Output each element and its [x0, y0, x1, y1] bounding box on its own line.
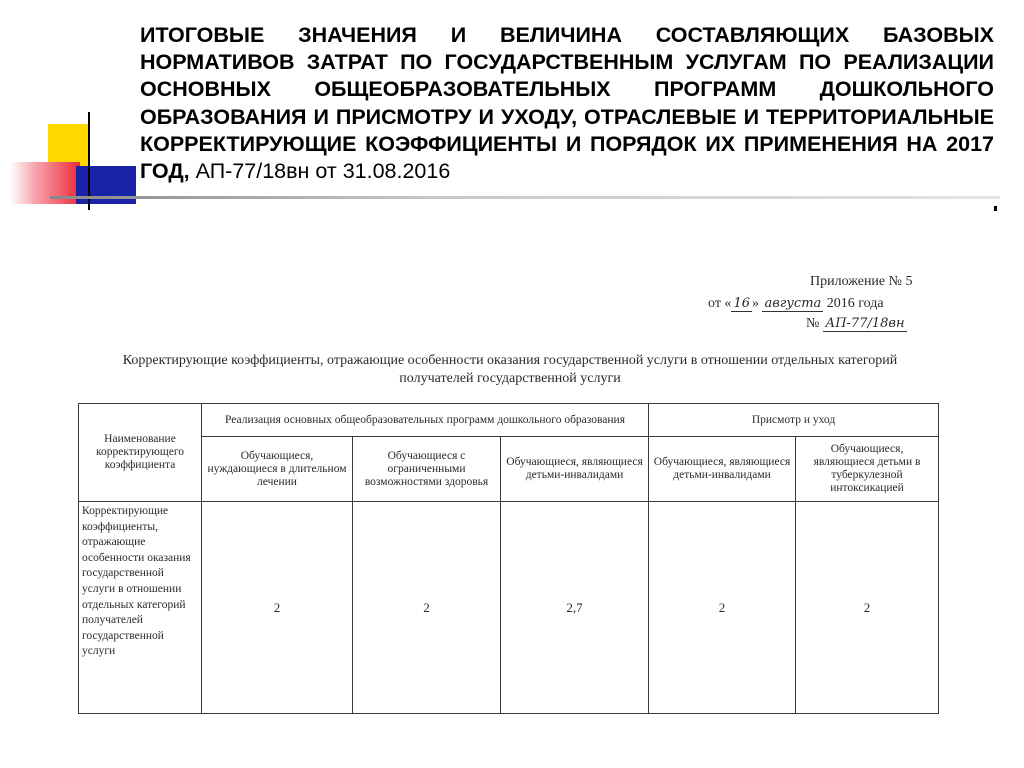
number-value: АП-77/18вн	[825, 316, 905, 331]
appendix-label: Приложение № 5	[810, 274, 913, 289]
header-group-realization: Реализация основных общеобразовательных программ дошкольного образования	[202, 404, 649, 437]
document-date	[708, 296, 884, 312]
subheader-cell: Обучающиеся, являющиеся детьми-инвалидами	[501, 437, 649, 502]
table-caption: Корректирующие коэффициенты, отражающие особенности оказания государственной услуги в отношении отдельных категорий получателей государственной услуги	[122, 353, 898, 386]
date-mid: »	[751, 296, 759, 311]
date-month: августа	[764, 296, 822, 311]
row-label: Корректирующие коэффициенты, отражающие особенности оказания государственной услуги в отношении отдельных категорий получателей государственной услуги	[79, 502, 202, 714]
slide-title-reference: АП-77/18вн от 31.08.2016	[189, 159, 451, 184]
subheader-cell: Обучающиеся с ограниченными возможностями здоровья	[353, 437, 501, 502]
table-subheader-row	[79, 437, 939, 502]
table-header-row	[79, 404, 939, 437]
value-cell: 2	[202, 502, 353, 714]
value-cell: 2	[796, 502, 939, 714]
date-day: 16	[733, 296, 750, 311]
subheader-cell: Обучающиеся, являющиеся детьми в туберкулезной интоксикацией	[796, 437, 939, 502]
coefficients-table	[78, 403, 939, 714]
value-cell: 2,7	[501, 502, 649, 714]
value-cell: 2	[353, 502, 501, 714]
subheader-cell: Обучающиеся, являющиеся детьми-инвалидами	[649, 437, 796, 502]
slide-title-bold: ИТОГОВЫЕ ЗНАЧЕНИЯ И ВЕЛИЧИНА СОСТАВЛЯЮЩИХ БАЗОВЫХ НОРМАТИВОВ ЗАТРАТ ПО ГОСУДАРСТВЕННЫМ УСЛУГАМ ПО РЕАЛИЗАЦИИ ОСНОВНЫХ ОБЩЕОБРАЗОВАТЕЛЬНЫХ ПРОГРАММ ДОШКОЛЬНОГО ОБРАЗОВАНИЯ И ПРИСМОТРУ И УХОДУ, ОТРАСЛЕВЫЕ И ТЕРРИТОРИАЛЬНЫЕ КОРРЕКТИРУЮЩИЕ КОЭФФИЦИЕНТЫ И ПОРЯДОК ИХ ПРИМЕНЕНИЯ НА 2017 ГОД,	[140, 23, 994, 184]
header-group-care: Присмотр и уход	[649, 404, 939, 437]
subheader-cell: Обучающиеся, нуждающиеся в длительном лечении	[202, 437, 353, 502]
document-number	[806, 316, 907, 332]
date-suffix: 2016 года	[826, 296, 884, 311]
value-cell: 2	[649, 502, 796, 714]
number-prefix: №	[806, 316, 820, 331]
date-prefix: от «	[708, 296, 732, 311]
table-row	[79, 502, 939, 714]
header-coefficient-name: Наименование корректирующего коэффициента	[79, 404, 202, 502]
